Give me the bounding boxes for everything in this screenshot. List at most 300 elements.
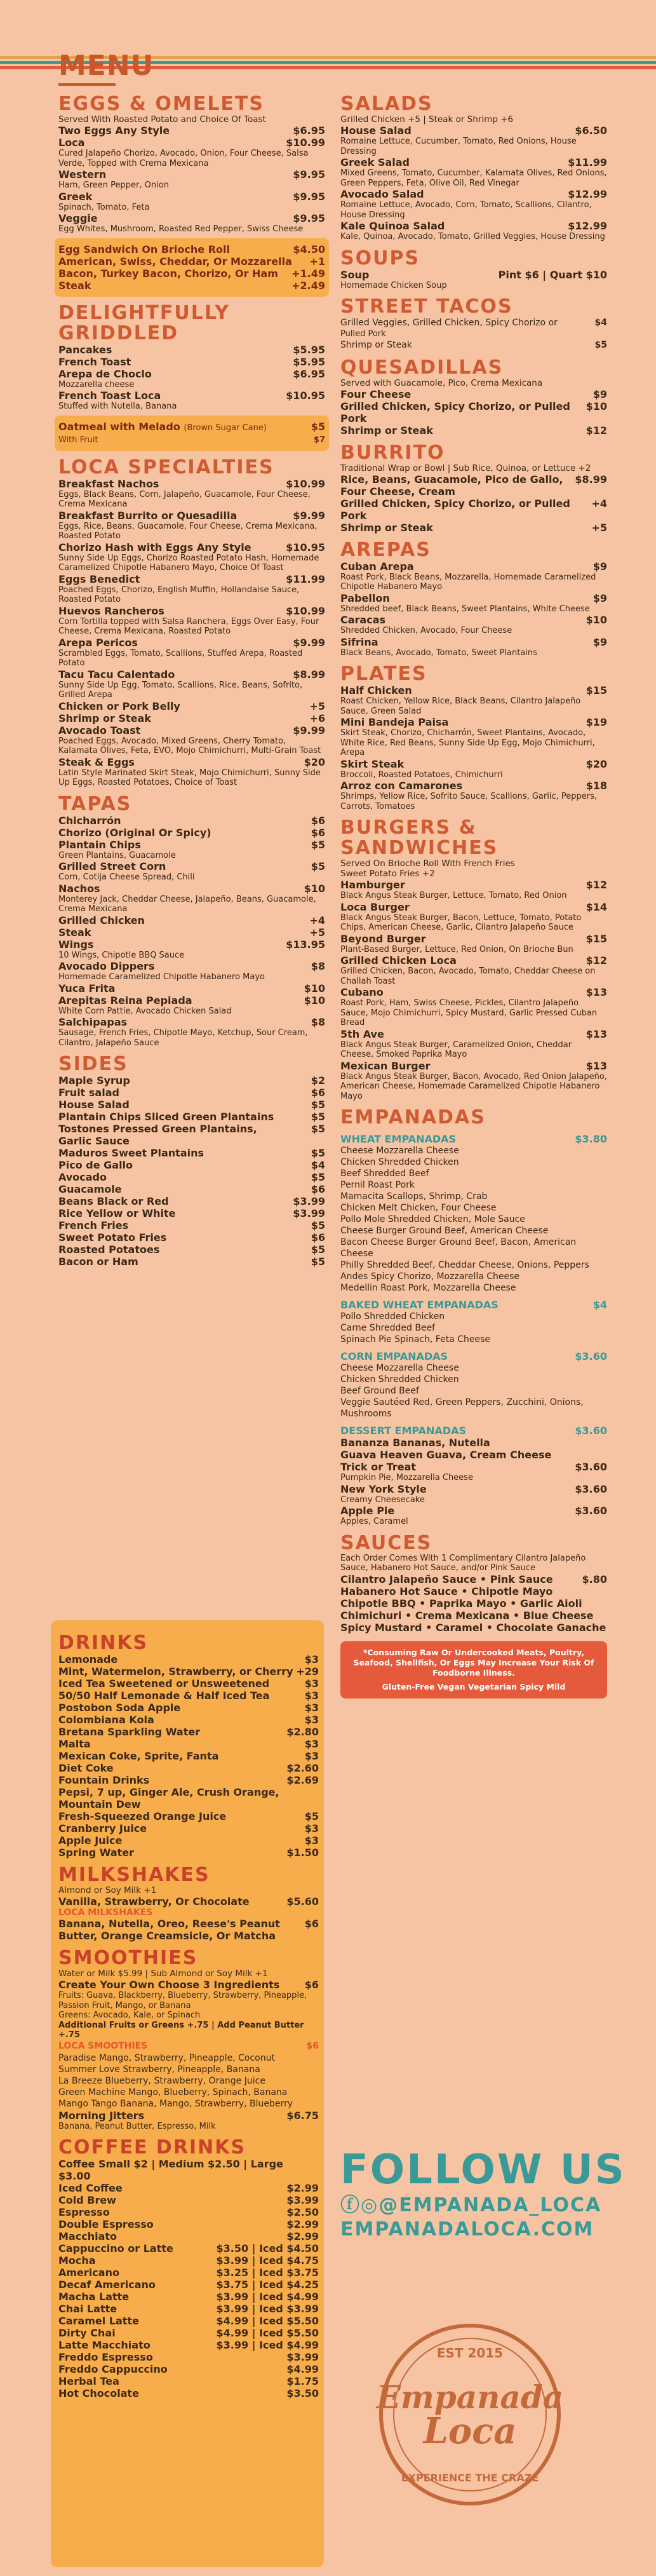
sides-item	[58, 1207, 325, 1219]
sides-item-name: Sweet Potato Fries	[58, 1231, 167, 1244]
specialty-item-price: +5	[309, 700, 325, 712]
empanadas-title: EMPANADAS	[340, 1106, 486, 1129]
drinks-item	[58, 1834, 319, 1847]
drinks-item	[58, 1774, 319, 1786]
salads-item-name: Greek Salad	[340, 156, 410, 168]
specialty-item-price: $8.99	[293, 668, 325, 681]
sauces-l4: Chimichuri • Crema Mexicana • Blue Cheese	[340, 1609, 594, 1622]
quesadillas-title: QUESADILLAS	[340, 356, 504, 379]
drinks-column	[58, 1627, 319, 2399]
corn-price: $3.60	[575, 1350, 607, 1362]
smoothie-item: Summer Love Strawberry, Pineapple, Banana	[58, 2064, 260, 2075]
tacos-title: STREET TACOS	[340, 295, 513, 318]
drinks-item-name: Spring Water	[58, 1847, 135, 1859]
specialty-item	[58, 573, 325, 585]
drinks-item	[58, 1750, 319, 1762]
salads-item-desc: Mixed Greens, Tomato, Cucumber, Kalamata Olives, Red Onions, Green Peppers, Feta, Olive Oil, Red Vinegar	[340, 168, 607, 188]
plate-item-desc: Roast Chicken, Yellow Rice, Black Beans, Cilantro Jalapeño Sauce, Green Salad	[340, 696, 581, 716]
salads-item	[340, 156, 607, 168]
sides-item-name: Maduros Sweet Plantains	[58, 1147, 204, 1159]
griddled-item-name: French Toast Loca	[58, 390, 161, 402]
sides-item	[58, 1244, 325, 1256]
burrito-item-name: Rice, Beans, Guacamole, Pico de Gallo,	[340, 473, 563, 485]
sides-item-price: $5	[311, 1244, 325, 1256]
coffee-item	[58, 2315, 319, 2327]
sides-item	[58, 1123, 325, 1135]
specialty-item-desc: Eggs, Black Beans, Corn, Jalapeño, Guacamole, Four Cheese, Crema Mexicana	[58, 489, 311, 509]
sides-item	[58, 1147, 325, 1159]
sides-item-price: $2	[311, 1074, 325, 1087]
specialty-item-name: Shrimp or Steak	[58, 712, 151, 724]
drinks-item	[58, 1690, 319, 1702]
sides-item-name: Beans Black or Red	[58, 1195, 169, 1207]
eggs-item-name: Loca	[58, 137, 85, 149]
tapas-item-price: $10	[304, 882, 325, 895]
drinks-item	[58, 1762, 319, 1774]
sauces-p1: $.80	[582, 1573, 607, 1585]
arepa-item-price: $9	[592, 592, 607, 604]
drinks-item-name: Apple Juice	[58, 1834, 123, 1847]
arepa-item-name: Cuban Arepa	[340, 560, 414, 573]
griddled-item-desc: Mozzarella cheese	[58, 379, 135, 390]
salads-item-name: Kale Quinoa Salad	[340, 220, 445, 232]
coffee-item-name: Double Espresso	[58, 2218, 154, 2230]
burrito-item	[340, 485, 607, 498]
coffee-item-name: Decaf Americano	[58, 2279, 156, 2291]
coffee-item-price: $3.50 | Iced $4.50	[216, 2242, 319, 2254]
specialty-item-price: $9.99	[293, 509, 325, 522]
eggs-sub: Served With Roasted Potato and Choice Of Toast	[58, 114, 266, 125]
griddled-item-price: $5.95	[293, 355, 325, 368]
coffee-item	[58, 2291, 319, 2303]
tapas-item	[58, 860, 325, 872]
sides-item-price: $5	[311, 1171, 325, 1183]
tapas-item-price: $8	[311, 1016, 325, 1028]
left-column	[58, 88, 325, 1268]
specialty-item	[58, 605, 325, 617]
drinks-item	[58, 1678, 319, 1690]
coffee-item	[58, 2194, 319, 2206]
burger-item	[340, 879, 607, 891]
wheat-item: Pollo Mole Shredded Chicken, Mole Sauce	[340, 1214, 525, 1224]
griddled-item-name: French Toast	[58, 355, 131, 368]
arepa-item-name: Pabellon	[340, 592, 390, 604]
griddled-item-price: $10.95	[286, 390, 325, 402]
loca-smoothies-price: $6	[306, 2040, 319, 2051]
sides-item-price: $3.99	[293, 1195, 325, 1207]
specialty-item-price: $9.99	[293, 636, 325, 649]
burger-item-name: 5th Ave	[340, 1027, 384, 1040]
drinks-item-name: Malta	[58, 1738, 91, 1750]
tapas-item-price: $13.95	[286, 938, 325, 951]
burrito-item-name: Grilled Chicken, Spicy Chorizo, or Pulled Pork	[340, 497, 570, 522]
drinks-list	[58, 1653, 319, 1859]
eggs-item	[58, 191, 325, 203]
specialty-item-price: $10.95	[286, 541, 325, 553]
burger-item-name: Grilled Chicken Loca	[340, 954, 457, 966]
eggs-item-desc: Egg Whites, Mushroom, Roasted Red Pepper, Swiss Cheese	[58, 224, 304, 234]
sauces-l2: Habanero Hot Sauce • Chipotle Mayo	[340, 1585, 553, 1597]
tapas-item-price: $5	[311, 838, 325, 851]
coffee-item-name: Freddo Espresso	[58, 2351, 153, 2363]
tapas-item-name: Steak	[58, 926, 91, 939]
specialty-item-name: Breakfast Nachos	[58, 477, 159, 490]
oatmeal-fruit: With Fruit	[58, 435, 98, 445]
coffee-item	[58, 2351, 319, 2363]
menu-title: MENU	[58, 50, 154, 86]
oatmeal-price: $5	[311, 420, 325, 433]
plate-item-price: $20	[586, 757, 607, 770]
wheat-price: $3.80	[575, 1133, 607, 1145]
salads-item-desc: Romaine Lettuce, Cucumber, Tomato, Red Onions, House Dressing	[340, 137, 577, 156]
arepas-title: AREPAS	[340, 538, 431, 561]
tapas-item-price: $6	[311, 814, 325, 827]
griddled-item	[58, 390, 325, 402]
eggs-item-desc: Cured Jalapeño Chorizo, Avocado, Onion, Four Cheese, Salsa Verde, Topped with Crema Mexicana	[58, 149, 309, 168]
drinks-item-price: $5	[304, 1810, 319, 1822]
griddled-item-name: Pancakes	[58, 343, 112, 356]
burger-item	[340, 901, 607, 913]
drinks-item-price: $3	[304, 1702, 319, 1714]
specialty-item-name: Avocado Toast	[58, 724, 141, 736]
griddled-item	[58, 368, 325, 380]
tapas-item-price: $8	[311, 960, 325, 972]
quesadilla-item-price: $9	[592, 388, 607, 400]
coffee-item-price: $4.99	[286, 2363, 319, 2375]
quesadilla-item-name: Four Cheese	[340, 388, 412, 400]
smoothies-title: SMOOTHIES	[58, 1947, 198, 1969]
eggs-item	[58, 212, 325, 224]
burger-item-price: $13	[586, 1059, 607, 1072]
specialty-item-price: $10.99	[286, 604, 325, 617]
drinks-item	[58, 1822, 319, 1834]
coffee-item	[58, 2363, 319, 2375]
sides-item-name: Rice Yellow or White	[58, 1207, 176, 1219]
instagram-icon[interactable]: ◎	[361, 2194, 379, 2216]
sandwich-label: Egg Sandwich On Brioche Roll	[58, 243, 230, 255]
specialty-item	[58, 668, 325, 681]
sides-item-price: $5	[311, 1099, 325, 1111]
coffee-item	[58, 2242, 319, 2254]
sides-item-name: Fruit salad	[58, 1087, 119, 1099]
salads-item-name: Avocado Salad	[340, 188, 424, 200]
tapas-item-desc: Monterey Jack, Cheddar Cheese, Jalapeño, Beans, Guacamole, Crema Mexicana	[58, 894, 316, 914]
sides-item	[58, 1111, 325, 1123]
drinks-item-price: $3	[304, 1690, 319, 1702]
tapas-item-price: $5	[311, 860, 325, 872]
sides-item-price: $4	[311, 1159, 325, 1171]
coffee-item	[58, 2267, 319, 2279]
sides-item-price: $6	[311, 1087, 325, 1099]
oatmeal-box	[55, 416, 329, 451]
coffee-item-name: Americano	[58, 2267, 119, 2279]
logo-tagline: EXPERIENCE THE CRAZE	[401, 2472, 539, 2484]
coffee-item-name: Iced Coffee	[58, 2182, 123, 2194]
sides-list	[58, 1074, 325, 1268]
eggs-list	[58, 125, 325, 234]
social-row	[340, 2193, 626, 2218]
specialty-item	[58, 712, 325, 724]
eggs-item-name: Two Eggs Any Style	[58, 125, 170, 137]
burrito-item-name: Four Cheese, Cream	[340, 485, 455, 498]
dessert-item	[340, 1483, 607, 1495]
coffee-item-price: $3.25 | Iced $3.75	[216, 2267, 319, 2279]
tapas-item	[58, 982, 325, 994]
drinks-item-price: $1.50	[286, 1847, 319, 1859]
burger-item-name: Mexican Burger	[340, 1059, 431, 1072]
plate-item-name: Half Chicken	[340, 684, 412, 696]
griddled-item-price: $6.95	[293, 367, 325, 380]
tapas-item-name: Chicharrón	[58, 814, 121, 827]
drinks-item-name: Mexican Coke, Sprite, Fanta	[58, 1750, 219, 1762]
plate-item	[340, 758, 607, 770]
wheat-item: Cheese Burger Ground Beef, American Cheese	[340, 1226, 549, 1236]
drinks-item-price: $2.80	[286, 1726, 319, 1738]
specialty-item	[58, 637, 325, 649]
specialty-item	[58, 756, 325, 768]
sides-item	[58, 1099, 325, 1111]
coffee-item-price: $3.99	[286, 2194, 319, 2206]
dessert-item	[340, 1505, 607, 1517]
specialty-item-name: Tacu Tacu Calentado	[58, 668, 175, 681]
drinks-item-price: $3	[304, 1714, 319, 1726]
eggs-item	[58, 137, 325, 149]
quesadillas-list	[340, 388, 607, 437]
dessert-item-name: New York Style	[340, 1482, 427, 1495]
smoothie-item: La Breeze Blueberry, Strawberry, Orange Juice	[58, 2075, 265, 2086]
sauces-l3: Chipotle BBQ • Paprika Mayo • Garlic Aioli	[340, 1597, 582, 1610]
eggs-item-name: Veggie	[58, 212, 98, 224]
drinks-item	[58, 1665, 319, 1678]
specialty-item-price: $20	[304, 756, 325, 768]
milkshakes-sub: Almond or Soy Milk +1	[58, 1885, 157, 1895]
arepa-item	[340, 592, 607, 604]
brand-logo	[368, 2313, 572, 2516]
coffee-item	[58, 2182, 319, 2194]
drinks-item-price: $2.60	[286, 1762, 319, 1774]
sauces-l1: Cilantro Jalapeño Sauce • Pink Sauce	[340, 1573, 553, 1585]
drinks-item	[58, 1726, 319, 1738]
drinks-item-name: Postobon Soda Apple	[58, 1702, 181, 1714]
drinks-item	[58, 1702, 319, 1714]
tapas-item	[58, 839, 325, 851]
milkshake-loca: Banana, Nutella, Oreo, Reese's Peanut Butter, Orange Creamsicle, Or Matcha	[58, 1918, 280, 1942]
corn-item: Beef Ground Beef	[340, 1386, 419, 1396]
tapas-item	[58, 926, 325, 939]
coffee-item	[58, 2375, 319, 2387]
tapas-item-price: $10	[304, 994, 325, 1007]
coffee-item-price: $2.99	[286, 2182, 319, 2194]
social-handle[interactable]: @EMPANADA_LOCA	[378, 2194, 602, 2216]
dessert-item-price: $3.60	[575, 1461, 607, 1473]
plate-item-name: Arroz con Camarones	[340, 780, 463, 792]
griddled-item	[58, 344, 325, 356]
sides-item-price: $6	[311, 1183, 325, 1195]
coffee-item-price: $3.99	[286, 2351, 319, 2363]
salads-list	[340, 125, 607, 242]
burrito-item	[340, 473, 607, 485]
baked-item: Spinach Pie Spinach, Feta Cheese	[340, 1334, 491, 1345]
burger-item-price: $15	[586, 932, 607, 945]
salads-item-desc: Kale, Quinoa, Avocado, Tomato, Grilled Veggies, House Dressing	[340, 232, 605, 241]
wheat-item: Beef Shredded Beef	[340, 1169, 429, 1179]
drinks-item	[58, 1810, 319, 1822]
burger-item-name: Beyond Burger	[340, 932, 426, 945]
arepa-item	[340, 614, 607, 626]
smoothie-additional: Additional Fruits or Greens +.75 | Add Peanut Butter +.75	[58, 2020, 304, 2040]
arepas-list	[340, 560, 607, 658]
dessert-price: $3.60	[575, 1425, 607, 1437]
plate-item-name: Mini Bandeja Paisa	[340, 716, 449, 728]
burger-item-price: $13	[586, 986, 607, 998]
sides-item	[58, 1231, 325, 1244]
tacos-l2: Shrimp or Steak	[340, 339, 412, 350]
tapas-list	[58, 815, 325, 1048]
coffee-item-name: Cold Brew	[58, 2194, 116, 2206]
drinks-item-price: $3	[304, 1750, 319, 1762]
coffee-item-name: Dirty Chai	[58, 2327, 116, 2339]
salads-item	[340, 220, 607, 232]
dessert-item	[340, 1449, 607, 1461]
logo-word2: Loca	[423, 2410, 517, 2452]
sides-item	[58, 1135, 325, 1147]
smoothie-jitters: Morning Jitters	[58, 2109, 145, 2122]
coffee-item	[58, 2230, 319, 2242]
specialty-item	[58, 700, 325, 712]
smoothie-item: Mango Tango Banana, Mango, Strawberry, Blueberry	[58, 2098, 293, 2109]
baked-list	[340, 1311, 607, 1345]
tapas-item	[58, 815, 325, 827]
burgers-list	[340, 879, 607, 1101]
sides-item-name: Avocado	[58, 1171, 107, 1183]
wheat-item: Chicken Shredded Chicken	[340, 1157, 459, 1167]
website-link[interactable]: EMPANADALOCA.COM	[340, 2218, 594, 2240]
drinks-item-name: Pepsi, 7 up, Ginger Ale, Crush Orange, Mountain Dew	[58, 1786, 279, 1810]
dessert-item	[340, 1437, 607, 1449]
wheat-item: Cheese Mozzarella Cheese	[340, 1146, 459, 1156]
tapas-item	[58, 994, 325, 1007]
tapas-item-desc: 10 Wings, Chipotle BBQ Sauce	[58, 950, 185, 960]
eggs-item	[58, 168, 325, 180]
sides-item-price: $5	[311, 1111, 325, 1123]
burger-item	[340, 954, 607, 966]
tapas-item-price: $6	[311, 826, 325, 839]
specialty-item-name: Eggs Benedict	[58, 573, 140, 585]
drinks-item-price: $3	[304, 1678, 319, 1690]
sandwich-meat: Bacon, Turkey Bacon, Chorizo, Or Ham	[58, 267, 278, 280]
milkshake-classic-price: $5.60	[286, 1895, 319, 1908]
sides-item	[58, 1087, 325, 1099]
tapas-title: TAPAS	[58, 792, 132, 815]
sauces-title: SAUCES	[340, 1531, 432, 1554]
logo-word1: Empanada	[376, 2378, 564, 2416]
eggs-item-price: $9.95	[293, 190, 325, 203]
facebook-icon[interactable]: ⓕ	[340, 2194, 361, 2216]
burger-item-desc: Black Angus Steak Burger, Bacon, Avocado, Red Onion Jalapeño, American Cheese, Homemade Caramelized Chipotle Habanero Mayo	[340, 1071, 607, 1101]
coffee-item-price: $4.99 | Iced $5.50	[216, 2315, 319, 2327]
coffee-item-price: $1.75	[286, 2375, 319, 2387]
tacos-p1: $4	[594, 318, 607, 328]
corn-item: Chicken Shredded Chicken	[340, 1374, 459, 1385]
coffee-item-name: Mocha	[58, 2254, 96, 2267]
specialty-item	[58, 541, 325, 553]
coffee-item-price: $3.75 | Iced $4.25	[216, 2279, 319, 2291]
coffee-item	[58, 2303, 319, 2315]
burger-item-name: Loca Burger	[340, 900, 410, 913]
dessert-item-name: Bananza Bananas, Nutella	[340, 1437, 490, 1449]
sides-item-price: $5	[311, 1123, 325, 1135]
coffee-list	[58, 2182, 319, 2399]
sides-item-price: $5	[311, 1219, 325, 1231]
eggs-item-price: $10.99	[286, 137, 325, 149]
drinks-item-price: $3	[304, 1834, 319, 1847]
sauces-sub: Each Order Comes With 1 Complimentary Cilantro Jalapeño Sauce, Habanero Hot Sauce, and/or Pink Sauce	[340, 1553, 586, 1573]
tapas-item	[58, 1016, 325, 1028]
tapas-item-price: +5	[309, 926, 325, 939]
sandwich-meat-price: +1.49	[291, 267, 325, 280]
arepa-item-name: Caracas	[340, 614, 386, 626]
burger-item-name: Cubano	[340, 986, 384, 998]
tapas-item	[58, 939, 325, 951]
drinks-item	[58, 1714, 319, 1726]
logo-est: EST 2015	[436, 2345, 504, 2361]
tacos-l1: Grilled Veggies, Grilled Chicken, Spicy Chorizo or	[340, 318, 558, 328]
specialty-item-desc: Sunny Side Up Eggs, Chorizo Roasted Potato Hash, Homemade Caramelized Chipotle Habanero Mayo, Choice Of Toast	[58, 553, 319, 573]
milkshake-loca-price: $6	[304, 1918, 319, 1930]
sides-item-name: Tostones Pressed Green Plantains,	[58, 1123, 257, 1135]
coffee-item-name: Hot Chocolate	[58, 2387, 139, 2399]
drinks-item-price: $3	[304, 1653, 319, 1665]
eggs-item-price: $9.95	[293, 168, 325, 180]
burger-item	[340, 1060, 607, 1072]
salads-item-price: $11.99	[568, 156, 607, 168]
tapas-item-name: Avocado Dippers	[58, 960, 155, 972]
salads-item-price: $6.50	[575, 125, 607, 137]
burrito-item-price: +4	[591, 497, 607, 510]
drinks-item-name: Iced Tea Sweetened or Unsweetened	[58, 1678, 270, 1690]
sides-item-name: Bacon or Ham	[58, 1256, 138, 1268]
drinks-item-name: Lemonade	[58, 1653, 118, 1665]
wheat-title: WHEAT EMPANADAS	[340, 1133, 457, 1145]
coffee-item-name: Latte Macchiato	[58, 2339, 151, 2351]
coffee-item-price: $3.99 | Iced $3.99	[216, 2303, 319, 2315]
dessert-item-price: $3.60	[575, 1482, 607, 1495]
specialty-item-desc: Scrambled Eggs, Tomato, Scallions, Stuffed Arepa, Roasted Potato	[58, 648, 303, 668]
drinks-item-price: $2.69	[286, 1774, 319, 1786]
quesadilla-item-price: $12	[586, 424, 607, 437]
dessert-item-price: $3.60	[575, 1505, 607, 1517]
salads-item-name: House Salad	[340, 125, 412, 137]
tapas-item-name: Yuca Frita	[58, 982, 116, 994]
smoothie-greens: Greens: Avocado, Kale, or Spinach	[58, 2010, 201, 2020]
coffee-item	[58, 2218, 319, 2230]
burgers-sub: Served On Brioche Roll With French Fries	[340, 858, 515, 869]
tapas-item-name: Salchipapas	[58, 1016, 128, 1028]
dessert-item-name: Guava Heaven Guava, Cream Cheese	[340, 1449, 552, 1461]
loca-smoothies-title: LOCA SMOOTHIES	[58, 2040, 148, 2051]
arepa-item	[340, 560, 607, 573]
specialty-item-name: Chicken or Pork Belly	[58, 700, 180, 712]
sides-item-name: Maple Syrup	[58, 1074, 130, 1087]
sides-item-price: $5	[311, 1147, 325, 1159]
burrito-title: BURRITO	[340, 441, 445, 464]
burger-item-price: $12	[586, 879, 607, 891]
salads-sub: Grilled Chicken +5 | Steak or Shrimp +6	[340, 114, 514, 125]
coffee-item-name: Freddo Cappuccino	[58, 2363, 168, 2375]
tacos-l1b: Pulled Pork	[340, 329, 386, 339]
corn-item: Veggie Sautéed Red, Green Peppers, Zucchini, Onions, Mushrooms	[340, 1397, 584, 1419]
tapas-item-name: Nachos	[58, 882, 100, 895]
